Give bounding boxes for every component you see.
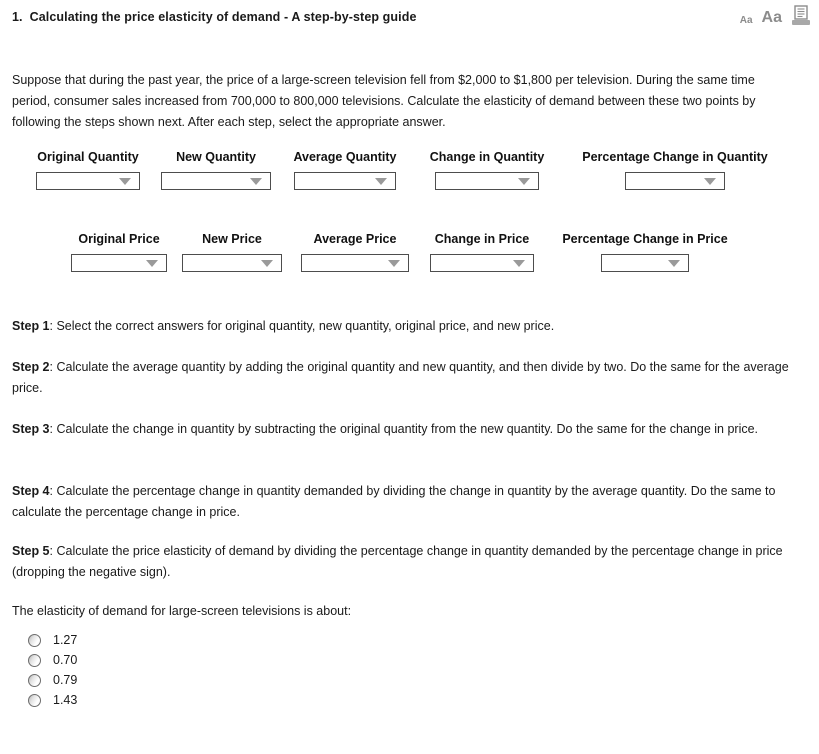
label-original-price: Original Price xyxy=(78,232,160,246)
question-number: 1. xyxy=(12,10,23,24)
field-average-price xyxy=(294,232,416,272)
chevron-down-icon xyxy=(119,178,131,185)
header-toolbar xyxy=(740,5,811,27)
step-5-text: : Calculate the price elasticity of demand by dividing the percentage change in quantity demanded by the percentage change in price (dropping the negative sign). xyxy=(12,544,783,579)
step-4 xyxy=(12,481,802,523)
label-original-quantity: Original Quantity xyxy=(37,150,139,164)
field-new-quantity xyxy=(155,150,277,190)
chevron-down-icon xyxy=(388,260,400,267)
field-change-in-quantity xyxy=(419,150,555,190)
chevron-down-icon xyxy=(146,260,158,267)
step-4-label: Step 4 xyxy=(12,484,50,498)
field-original-quantity xyxy=(26,150,150,190)
option-label: 1.27 xyxy=(53,632,78,647)
step-1 xyxy=(12,316,802,337)
increase-font-button[interactable]: Aa xyxy=(761,8,782,26)
chevron-down-icon xyxy=(375,178,387,185)
question-header xyxy=(0,0,819,40)
option-row[interactable] xyxy=(28,670,77,690)
step-4-text: : Calculate the percentage change in quantity demanded by dividing the change in quantity by the average quantity. Do the same to calculate the percentage change in price. xyxy=(12,484,776,519)
radio-button-icon[interactable] xyxy=(28,694,41,707)
step-2 xyxy=(12,357,802,399)
page-title xyxy=(12,10,417,24)
label-percentage-change-in-price: Percentage Change in Price xyxy=(562,232,728,246)
select-original-price[interactable] xyxy=(71,254,167,272)
step-3 xyxy=(12,419,802,440)
chevron-down-icon xyxy=(668,260,680,267)
field-new-price xyxy=(180,232,284,272)
select-change-in-price[interactable] xyxy=(430,254,534,272)
option-row[interactable] xyxy=(28,690,77,710)
step-5-label: Step 5 xyxy=(12,544,50,558)
option-row[interactable] xyxy=(28,650,77,670)
step-2-text: : Calculate the average quantity by adding the original quantity and new quantity, and then divide by two. Do the same for the average price. xyxy=(12,360,789,395)
label-change-in-price: Change in Price xyxy=(434,232,530,246)
step-2-label: Step 2 xyxy=(12,360,50,374)
field-average-quantity xyxy=(281,150,409,190)
select-percentage-change-in-price[interactable] xyxy=(601,254,689,272)
label-change-in-quantity: Change in Quantity xyxy=(429,150,545,164)
field-original-price xyxy=(66,232,172,272)
select-new-price[interactable] xyxy=(182,254,282,272)
label-new-quantity: New Quantity xyxy=(176,150,256,164)
label-new-price: New Price xyxy=(202,232,262,246)
label-average-quantity: Average Quantity xyxy=(293,150,397,164)
select-average-quantity[interactable] xyxy=(294,172,396,190)
field-percentage-change-in-price xyxy=(552,232,738,272)
option-label: 0.70 xyxy=(53,652,78,667)
field-percentage-change-in-quantity xyxy=(569,150,781,190)
printer-icon[interactable] xyxy=(791,5,811,27)
step-1-text: : Select the correct answers for original quantity, new quantity, original price, and new price. xyxy=(49,319,555,333)
field-change-in-price xyxy=(424,232,540,272)
option-label: 0.79 xyxy=(53,672,78,687)
step-1-label: Step 1 xyxy=(12,319,50,333)
problem-statement: Suppose that during the past year, the price of a large-screen television fell from $2,000 to $1,800 per television. During the same time period, consumer sales increased from 700,000 to 800,000 televisions. Calculate the elasticity of demand between these two points by following the steps shown next. After each step, select the appropriate answer. xyxy=(12,73,756,129)
select-change-in-quantity[interactable] xyxy=(435,172,539,190)
select-original-quantity[interactable] xyxy=(36,172,140,190)
question-title-text: Calculating the price elasticity of demand - A step-by-step guide xyxy=(29,10,417,24)
chevron-down-icon xyxy=(513,260,525,267)
quantity-dropdown-row xyxy=(0,150,819,196)
answer-options xyxy=(28,630,77,710)
decrease-font-button[interactable]: Aa xyxy=(739,14,753,26)
chevron-down-icon xyxy=(250,178,262,185)
chevron-down-icon xyxy=(704,178,716,185)
step-3-text: : Calculate the change in quantity by subtracting the original quantity from the new quantity. Do the same for the change in price. xyxy=(49,422,759,436)
select-percentage-change-in-quantity[interactable] xyxy=(625,172,725,190)
option-row[interactable] xyxy=(28,630,77,650)
price-dropdown-row xyxy=(0,232,819,278)
answer-prompt: The elasticity of demand for large-screen televisions is about: xyxy=(12,604,352,618)
radio-button-icon[interactable] xyxy=(28,634,41,647)
step-5 xyxy=(12,541,802,583)
option-label: 1.43 xyxy=(53,692,78,707)
label-percentage-change-in-quantity: Percentage Change in Quantity xyxy=(582,150,768,164)
radio-button-icon[interactable] xyxy=(28,654,41,667)
step-3-label: Step 3 xyxy=(12,422,50,436)
label-average-price: Average Price xyxy=(313,232,397,246)
select-new-quantity[interactable] xyxy=(161,172,271,190)
select-average-price[interactable] xyxy=(301,254,409,272)
radio-button-icon[interactable] xyxy=(28,674,41,687)
chevron-down-icon xyxy=(261,260,273,267)
chevron-down-icon xyxy=(518,178,530,185)
